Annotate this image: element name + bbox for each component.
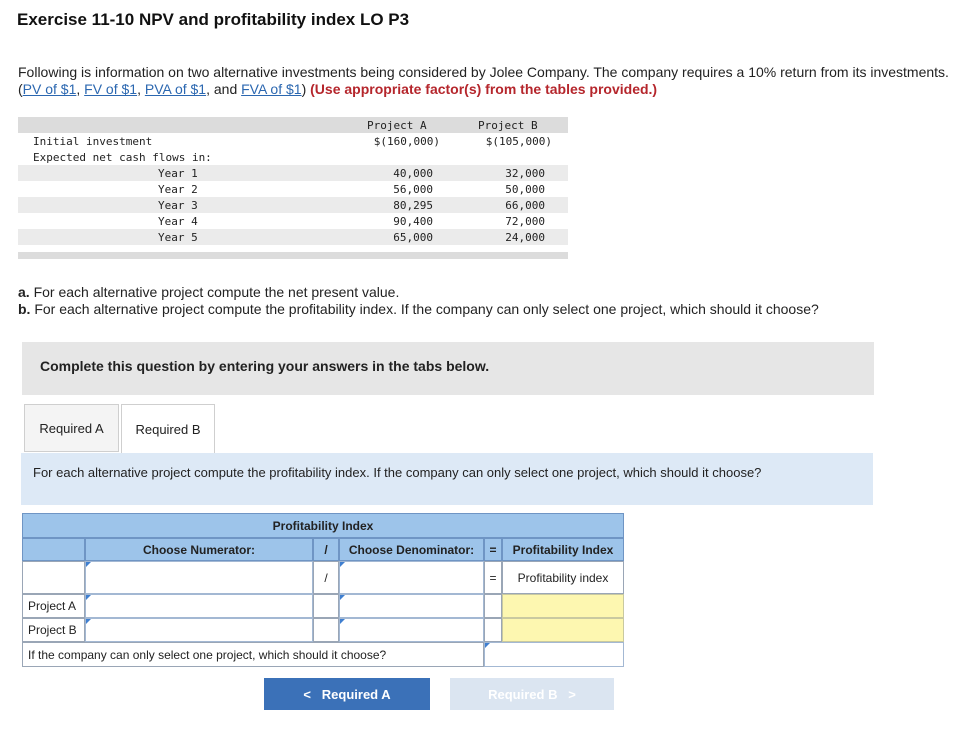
intro-sep: , and <box>206 81 242 97</box>
year-label: Year 1 <box>158 167 198 180</box>
year-b-value: 32,000 <box>505 167 545 180</box>
tab-required-b[interactable]: Required B <box>121 404 215 454</box>
complete-question-banner <box>22 342 874 395</box>
pi-result-header: Profitability Index <box>502 538 624 561</box>
factor-hint: (Use appropriate factor(s) from the tables provided.) <box>310 81 658 97</box>
intro-paragraph <box>18 64 963 98</box>
chevron-left-icon: < <box>303 686 311 702</box>
fv-table-link[interactable]: FV of $1 <box>84 81 138 97</box>
pi-table-title: Profitability Index <box>22 513 624 538</box>
project-b-numerator-input[interactable] <box>85 618 313 642</box>
year-label: Year 4 <box>158 215 198 228</box>
requirement-b <box>18 301 819 318</box>
numerator-select[interactable] <box>85 561 313 594</box>
instruction-box: For each alternative project compute the profitability index. If the company can only select one project, which should it choose? <box>21 453 873 505</box>
project-b-pi-output <box>502 618 624 642</box>
project-a-pi-output <box>502 594 624 618</box>
previous-required-a-button[interactable] <box>264 678 430 710</box>
requirement-a-text: For each alternative project compute the net present value. <box>29 284 400 300</box>
chevron-right-icon: > <box>568 686 576 702</box>
pi-result-label: Profitability index <box>502 561 624 594</box>
col-header-project-a: Project A <box>367 119 427 132</box>
year-a-value: 90,400 <box>393 215 433 228</box>
initial-b: $(105,000) <box>485 135 552 148</box>
year-label: Year 2 <box>158 183 198 196</box>
requirement-a <box>18 284 819 301</box>
denominator-header: Choose Denominator: <box>339 538 484 561</box>
next-button-label: Required B <box>488 686 558 702</box>
intro-sep: , <box>137 81 145 97</box>
requirement-b-text: For each alternative project compute the profitability index. If the company can only select one project, which should it choose? <box>30 301 819 317</box>
col-header-project-b: Project B <box>478 119 538 132</box>
project-a-numerator-input[interactable] <box>85 594 313 618</box>
project-b-label: Project B <box>22 618 85 642</box>
year-a-value: 40,000 <box>393 167 433 180</box>
divide-sign: / <box>313 561 339 594</box>
year-a-value: 56,000 <box>393 183 433 196</box>
pi-header-blank <box>22 538 85 561</box>
equals-cell <box>484 618 502 642</box>
tab-required-a[interactable]: Required A <box>24 404 119 452</box>
divide-sign: / <box>313 538 339 561</box>
year-b-value: 72,000 <box>505 215 545 228</box>
equals-sign: = <box>484 561 502 594</box>
table-footer-bar <box>18 252 568 259</box>
cash-flows-label: Expected net cash flows in: <box>33 151 212 164</box>
choose-project-select[interactable] <box>484 642 624 667</box>
investment-table <box>18 117 568 261</box>
intro-text: Following is information on two alternative investments being considered by Jolee Company. The company requires a 10% return from its investments. ( <box>18 64 949 97</box>
denominator-select[interactable] <box>339 561 484 594</box>
year-b-value: 50,000 <box>505 183 545 196</box>
requirement-a-letter: a. <box>18 284 30 300</box>
project-b-denominator-input[interactable] <box>339 618 484 642</box>
pva-table-link[interactable]: PVA of $1 <box>144 81 207 97</box>
page-title: Exercise 11-10 NPV and profitability index LO P3 <box>17 10 410 29</box>
year-a-value: 65,000 <box>393 231 433 244</box>
year-label: Year 5 <box>158 231 198 244</box>
year-a-value: 80,295 <box>393 199 433 212</box>
initial-a: $(160,000) <box>373 135 440 148</box>
intro-sep: , <box>76 81 85 97</box>
divide-cell <box>313 618 339 642</box>
intro-text-end: ) <box>301 81 311 97</box>
numerator-header: Choose Numerator: <box>85 538 313 561</box>
year-b-value: 24,000 <box>505 231 545 244</box>
project-a-denominator-input[interactable] <box>339 594 484 618</box>
previous-button-label: Required A <box>321 686 391 702</box>
complete-question-text: Complete this question by entering your answers in the tabs below. <box>40 358 490 374</box>
initial-investment-label: Initial investment <box>33 135 153 148</box>
year-b-value: 66,000 <box>505 199 545 212</box>
equals-cell <box>484 594 502 618</box>
year-label: Year 3 <box>158 199 198 212</box>
equals-sign: = <box>484 538 502 561</box>
next-required-b-button[interactable] <box>450 678 614 710</box>
requirement-b-letter: b. <box>18 301 31 317</box>
choose-project-question: If the company can only select one project, which should it choose? <box>22 642 484 667</box>
project-a-label: Project A <box>22 594 85 618</box>
requirements <box>18 284 819 318</box>
fva-table-link[interactable]: FVA of $1 <box>241 81 302 97</box>
label-row-blank <box>22 561 85 594</box>
divide-cell <box>313 594 339 618</box>
pv-table-link[interactable]: PV of $1 <box>22 81 77 97</box>
